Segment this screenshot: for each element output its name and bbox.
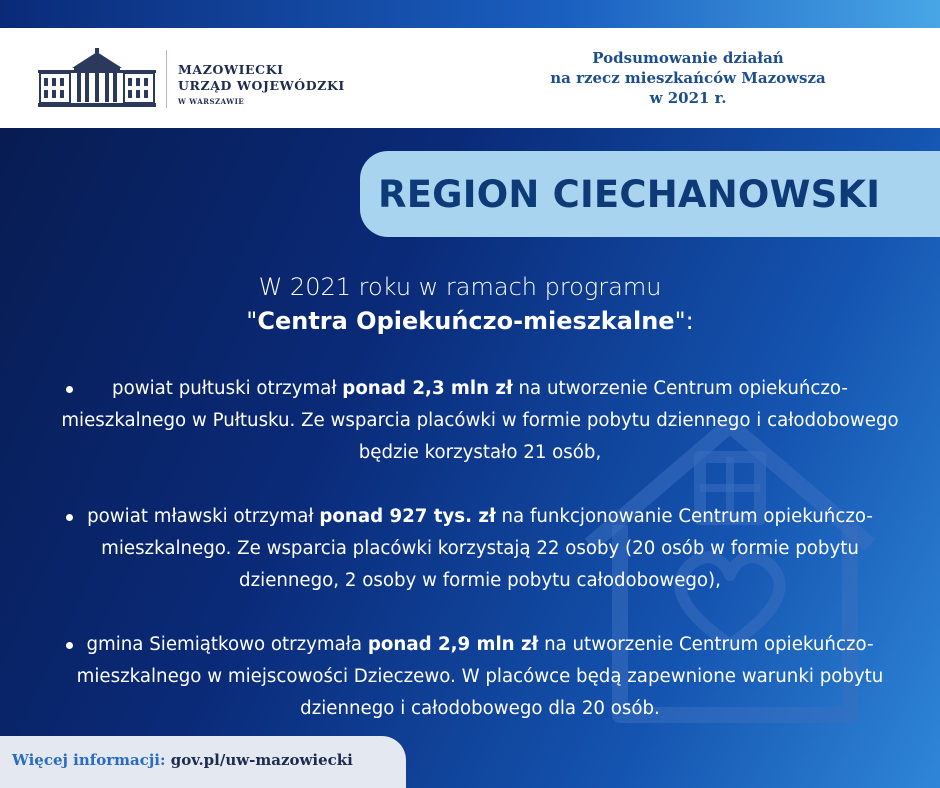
logo-text-line1: MAZOWIECKI	[178, 62, 284, 77]
logo	[38, 46, 345, 110]
top-strip	[0, 0, 940, 28]
intro-text	[0, 270, 940, 338]
intro-line1: W 2021 roku w ramach programu	[258, 273, 662, 301]
bullet-pre: powiat pułtuski otrzymał	[112, 378, 343, 399]
logo-text-line3: W WARSZAWIE	[178, 97, 245, 106]
logo-text-line2: URZĄD WOJEWÓDZKI	[178, 78, 345, 93]
header-title-line2: na rzecz mieszkańców Mazowsza	[550, 69, 826, 87]
bullet-pre: gmina Siemiątkowo otrzymała	[86, 634, 368, 655]
bullet-post: na funkcjonowanie Centrum opiekuńczo-mieszkalnego. Ze wsparcia placówki korzystają 22 osoby (20 osób w formie pobytu dziennego, 2 osoby w formie pobytu całodobowego),	[101, 506, 873, 591]
footer-label: Więcej informacji:	[12, 751, 166, 769]
footer-text	[12, 751, 353, 769]
bullet-post: na utworzenie Centrum opiekuńczo-mieszkalnego w miejscowości Dzieczewo. W placówce będą zapewnione warunki pobytu dziennego i całodobowego dla 20 osób.	[76, 634, 884, 719]
footer-link[interactable]: gov.pl/uw-mazowiecki	[170, 751, 353, 769]
bullet-post: na utworzenie Centrum opiekuńczo-mieszkalnego w Pułtusku. Ze wsparcia placówki w formie pobytu dziennego i całodobowego będzie korzystało 21 osób,	[61, 378, 899, 463]
header-title-line1: Podsumowanie działań	[592, 49, 784, 67]
footer	[0, 736, 406, 788]
bullet-amount: ponad 2,9 mln zł	[367, 634, 539, 655]
bullet-list	[60, 373, 900, 725]
intro-line2	[0, 304, 940, 338]
quote-open: "	[246, 307, 258, 335]
list-item	[60, 629, 900, 725]
list-item	[60, 373, 900, 469]
header-title	[528, 48, 848, 108]
header-title-line3: w 2021 r.	[649, 89, 727, 107]
bullet-dot-icon	[66, 514, 73, 521]
program-name: Centra Opiekuńczo-mieszkalne	[257, 307, 675, 335]
bullet-amount: ponad 927 tys. zł	[319, 506, 496, 527]
bullet-pre: powiat mławski otrzymał	[87, 506, 320, 527]
bullet-dot-icon	[66, 642, 73, 649]
header	[0, 28, 940, 128]
quote-close: ":	[674, 307, 694, 335]
list-item	[60, 501, 900, 597]
logo-divider	[166, 50, 167, 108]
region-title: REGION CIECHANOWSKI	[378, 173, 881, 216]
building-logo-icon	[38, 48, 156, 108]
bullet-dot-icon	[66, 386, 73, 393]
bullet-amount: ponad 2,3 mln zł	[342, 378, 513, 399]
